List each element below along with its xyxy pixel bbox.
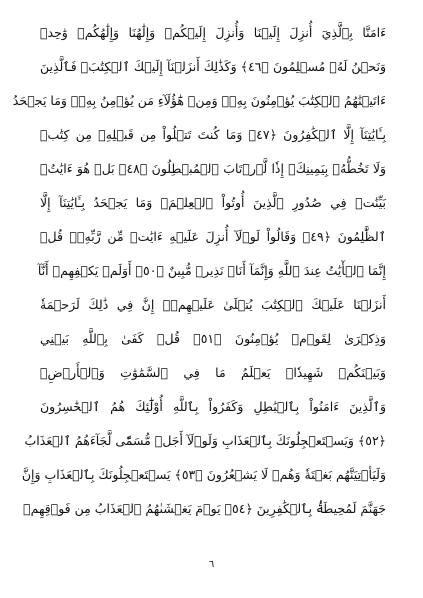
text-line: وَنَحۡنُ لَهُۥ مُسۡلِمُونَ ﴿٤٦﴾ وَكَذَٰلِكَ أَنزَلۡنَآ إِلَيۡكَ ٱلۡكِتَٰبَۚ فَٱلَّذِينَ	[40, 59, 386, 74]
text-line: وَٱلَّذِينَ ءَامَنُواْ بِٱلۡبَٰطِلِ وَكَفَرُواْ بِٱللَّهِ أُوْلَٰٓئِكَ هُمُ ٱلۡخَٰسِرُونَ	[40, 399, 386, 414]
text-line: بَيِّنَٰتٞ فِي صُدُورِ ٱلَّذِينَ أُوتُواْ ٱلۡعِلۡمَۚ وَمَا يَجۡحَدُ بِـَٔايَٰتِنَآ إِلَّا	[40, 195, 386, 210]
text-line: وَلَيَأۡتِيَنَّهُم بَغۡتَةٗ وَهُمۡ لَا يَشۡعُرُونَ ﴿٥٣﴾ يَسۡتَعۡجِلُونَكَ بِٱلۡعَذَابِ وَإِنَّ	[21, 467, 386, 482]
text-line: ﴿٥٢﴾ وَيَسۡتَعۡجِلُونَكَ بِٱلۡعَذَابِ وَلَوۡلَآ أَجَلٞ مُّسَمّٗى لَّجَآءَهُمُ ٱلۡعَذَابُ	[24, 433, 386, 448]
text-line: وَلَا تَخُطُّهُۥ بِيَمِينِكَۖ إِذٗا لَّٱرۡتَابَ ٱلۡمُبۡطِلُونَ ﴿٤٨﴾ بَلۡ هُوَ ءَايَٰتُۢ	[40, 161, 387, 176]
page-number: ٦	[208, 559, 215, 570]
verse-text-block	[12, 16, 387, 526]
text-line: أَنزَلۡنَا عَلَيۡكَ ٱلۡكِتَٰبَ يُتۡلَىٰ عَلَيۡهِمۡۚ إِنَّ فِي ذَٰلِكَ لَرَحۡمَةٗ	[40, 297, 386, 312]
text-line: ءَامَنَّا بِٱلَّذِيٓ أُنزِلَ إِلَيۡنَا وَأُنزِلَ إِلَيۡكُمۡ وَإِلَٰهُنَا وَإِلَٰهُكُمۡ وَٰحِدٞ	[40, 25, 386, 40]
text-line: ءَاتَيۡنَٰهُمُ ٱلۡكِتَٰبَ يُؤۡمِنُونَ بِهِۦۖ وَمِنۡ هَٰٓؤُلَآءِ مَن يُؤۡمِنُ بِهِۦۚ وَمَا يَجۡحَدُ	[12, 93, 386, 108]
text-line: وَذِكۡرَىٰ لِقَوۡمٖ يُؤۡمِنُونَ ﴿٥١﴾ قُلۡ كَفَىٰ بِٱللَّهِ بَيۡنِي	[40, 331, 386, 346]
text-line: وَبَيۡنَكُمۡ شَهِيدٗاۖ يَعۡلَمُ مَا فِي ٱلسَّمَٰوَٰتِ وَٱلۡأَرۡضِۗ	[40, 365, 386, 380]
text-line: بِـَٔايَٰتِنَآ إِلَّا ٱلۡكَٰفِرُونَ ﴿٤٧﴾ وَمَا كُنتَ تَتۡلُواْ مِن قَبۡلِهِۦ مِن كِتَٰبٖ	[40, 127, 386, 142]
text-line: ٱلظَّٰلِمُونَ ﴿٤٩﴾ وَقَالُواْ لَوۡلَآ أُنزِلَ عَلَيۡهِ ءَايَٰتٞ مِّن رَّبِّهِۦۖ قُلۡ	[40, 229, 387, 244]
text-line: جَهَنَّمَ لَمُحِيطَةُۢ بِٱلۡكَٰفِرِينَ ﴿٥٤﴾ يَوۡمَ يَغۡشَىٰهُمُ ٱلۡعَذَابُ مِن فَوۡقِهِمۡ	[23, 501, 386, 516]
text-line: إِنَّمَا ٱلۡأٓيَٰتُ عِندَ ٱللَّهِ وَإِنَّمَآ أَنَا۠ نَذِيرٞ مُّبِينٌ ﴿٥٠﴾ أَوَلَمۡ يَكۡفِهِمۡ أَنَّآ	[37, 263, 386, 278]
